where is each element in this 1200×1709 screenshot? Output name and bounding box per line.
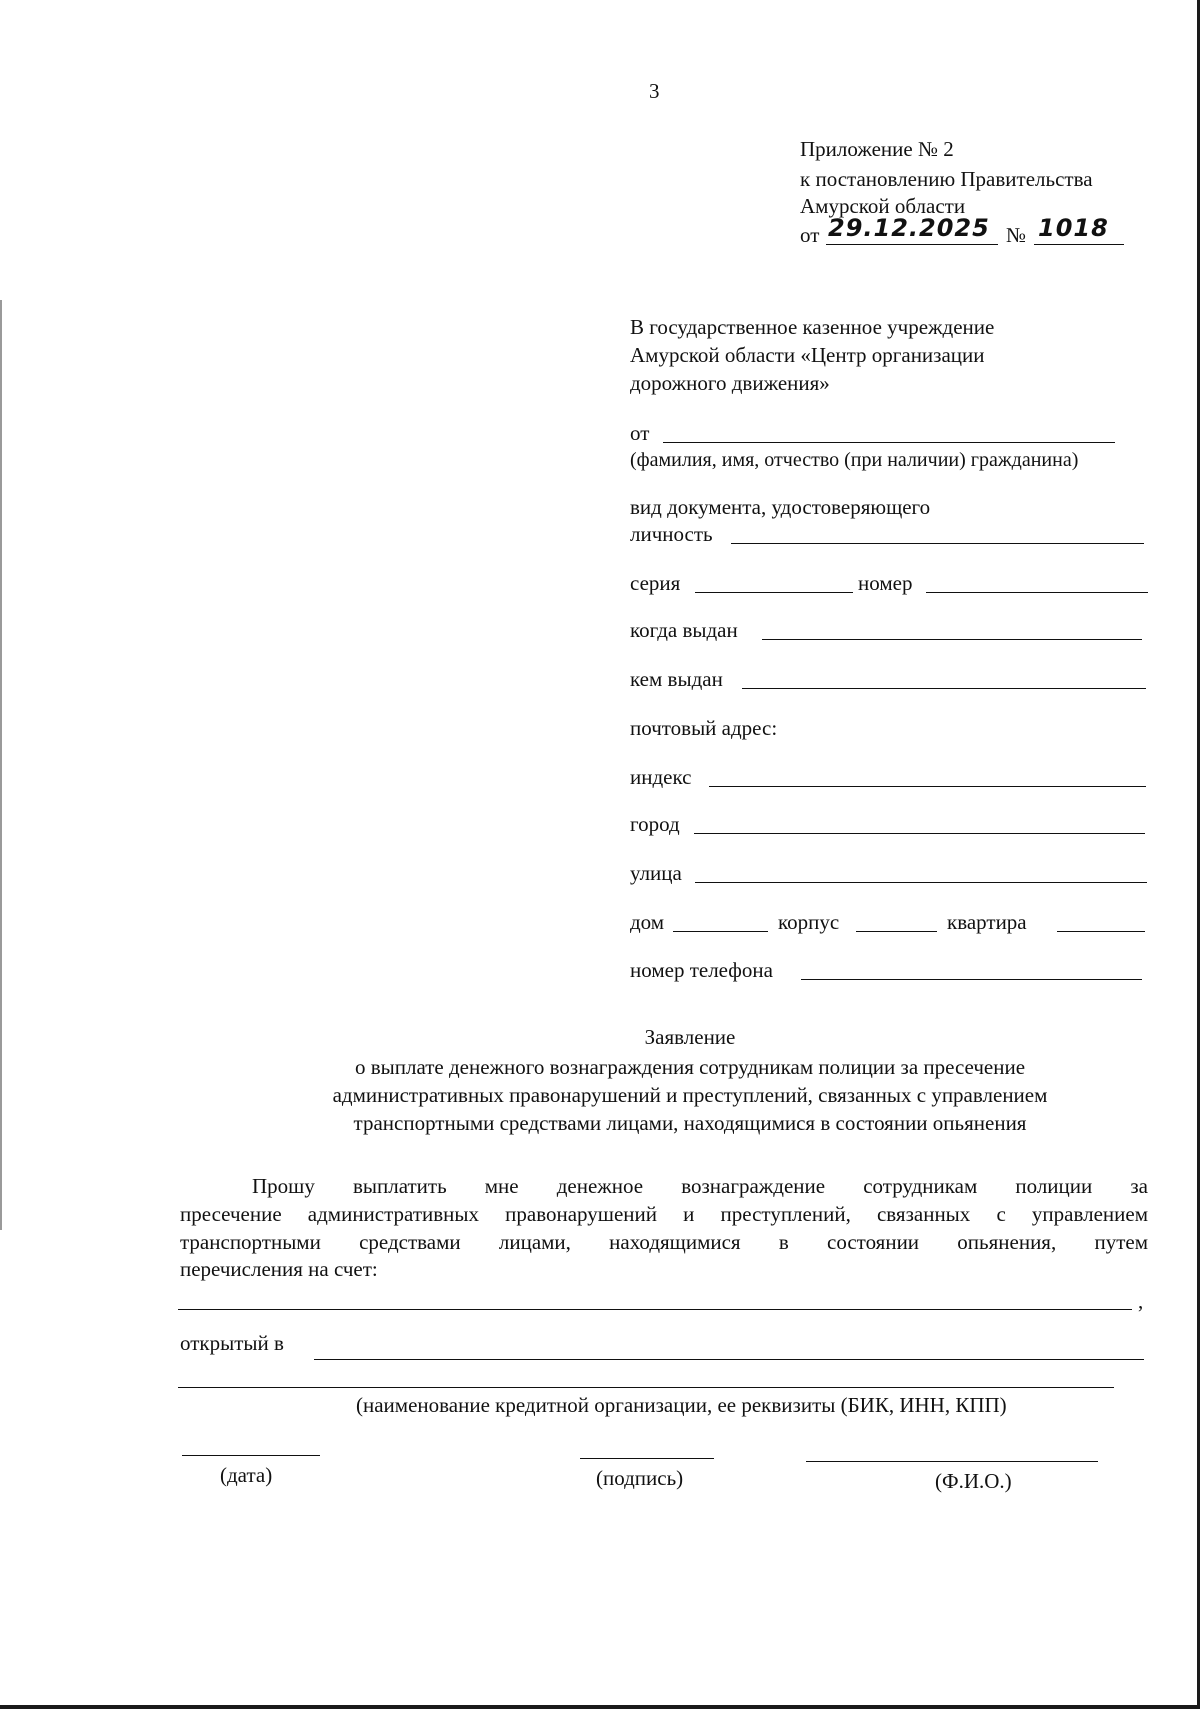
issued-by-label: кем выдан (630, 667, 723, 691)
statement-body-line-4: перечисления на счет: (180, 1257, 378, 1281)
apartment-field-line[interactable] (1057, 931, 1145, 932)
phone-label: номер телефона (630, 958, 773, 982)
account-field-line[interactable] (178, 1309, 1132, 1310)
from-field-line[interactable] (663, 442, 1115, 443)
issued-when-label: когда выдан (630, 618, 738, 642)
number-field-line[interactable] (926, 592, 1148, 593)
city-field-line[interactable] (694, 833, 1145, 834)
building-field-line[interactable] (856, 931, 937, 932)
appendix-title: Приложение № 2 (800, 137, 954, 161)
id-document-label-2: личность (630, 522, 713, 546)
apartment-label: квартира (947, 910, 1027, 934)
opened-in-field-line[interactable] (314, 1359, 1144, 1360)
bank-field-line[interactable] (178, 1387, 1114, 1388)
signature-line[interactable] (580, 1458, 714, 1459)
statement-body-line-1: Прошу выплатить мне денежное вознаграждение сотрудникам полиции за (252, 1174, 1148, 1198)
addressee-line-1: В государственное казенное учреждение (630, 315, 995, 339)
statement-subtitle-1: о выплате денежного вознаграждения сотрудникам полиции за пресечение (354, 1055, 1026, 1079)
index-field-line[interactable] (709, 786, 1146, 787)
addressee-line-2: Амурской области «Центр организации (630, 343, 985, 367)
appendix-number-line (1034, 244, 1124, 245)
from-label: от (630, 421, 650, 445)
fio-signature-line[interactable] (806, 1461, 1098, 1462)
postal-address-label: почтовый адрес: (630, 716, 778, 740)
series-label: серия (630, 571, 681, 595)
appendix-date-prefix: от (800, 223, 820, 247)
bank-hint: (наименование кредитной организации, ее реквизиты (БИК, ИНН, КПП) (356, 1393, 1007, 1417)
house-label: дом (630, 910, 665, 934)
statement-subtitle-3: транспортными средствами лицами, находящимися в состоянии опьянения (353, 1111, 1027, 1135)
signature-label: (подпись) (596, 1466, 684, 1490)
page-number: 3 (649, 79, 660, 103)
id-document-field-line[interactable] (731, 543, 1144, 544)
date-signature-label: (дата) (220, 1463, 273, 1487)
issued-when-field-line[interactable] (762, 639, 1142, 640)
statement-body-line-2: пресечение административных правонарушений и преступлений, связанных с управлением (180, 1202, 1148, 1226)
appendix-number-handwritten: 1018 (1038, 214, 1109, 242)
number-label: номер (858, 571, 913, 595)
statement-body-line-3: транспортными средствами лицами, находящимися в состоянии опьянения, путем (180, 1230, 1148, 1254)
city-label: город (630, 812, 680, 836)
appendix-date-line (826, 244, 998, 245)
appendix-region: Амурской области (800, 194, 966, 218)
issued-by-field-line[interactable] (742, 688, 1146, 689)
scan-edge-bottom (0, 1705, 1200, 1709)
opened-in-label: открытый в (180, 1331, 284, 1355)
from-hint: (фамилия, имя, отчество (при наличии) гражданина) (630, 449, 1079, 471)
street-label: улица (630, 861, 682, 885)
statement-subtitle-2: административных правонарушений и преступлений, связанных с управлением (332, 1083, 1048, 1107)
series-field-line[interactable] (695, 592, 853, 593)
appendix-date-handwritten: 29.12.2025 (828, 214, 990, 242)
statement-title: Заявление (644, 1025, 736, 1049)
building-label: корпус (778, 910, 840, 934)
fio-signature-label: (Ф.И.О.) (935, 1469, 1012, 1493)
account-comma: , (1138, 1289, 1144, 1313)
appendix-number-prefix: № (1006, 223, 1027, 247)
addressee-line-3: дорожного движения» (630, 371, 830, 395)
street-field-line[interactable] (695, 882, 1147, 883)
house-field-line[interactable] (673, 931, 768, 932)
date-signature-line[interactable] (182, 1455, 320, 1456)
phone-field-line[interactable] (801, 979, 1142, 980)
index-label: индекс (630, 765, 692, 789)
appendix-resolution: к постановлению Правительства (800, 167, 1093, 191)
id-document-label: вид документа, удостоверяющего (630, 495, 931, 519)
